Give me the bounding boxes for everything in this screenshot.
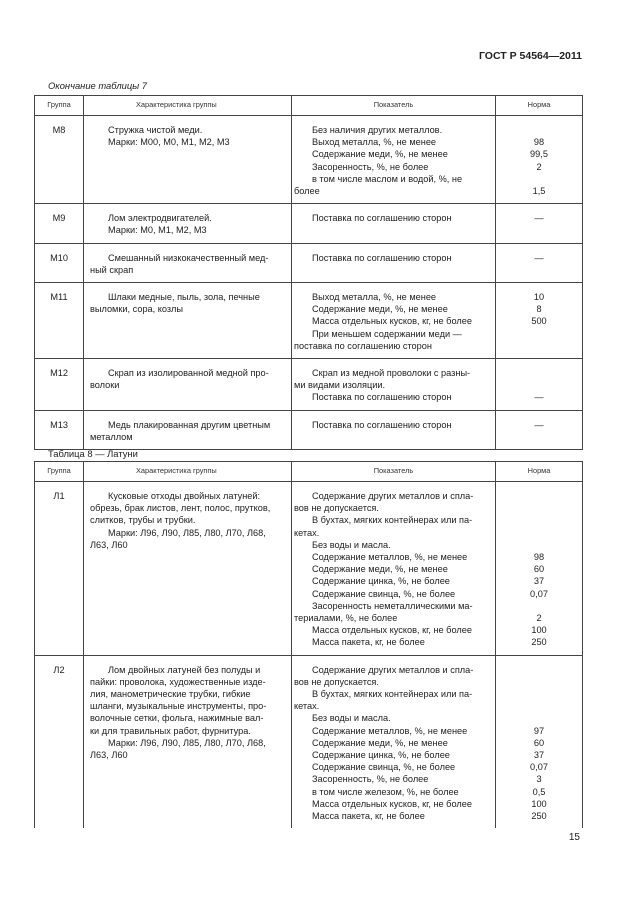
characteristic-line: Смешанный низкокачественный мед- — [108, 252, 269, 263]
group-characteristic — [84, 410, 292, 449]
norm-value — [496, 600, 582, 612]
characteristic-line: ки для травильных работ, фурнитура. — [90, 725, 251, 736]
norm-values — [496, 655, 583, 828]
indicator-line: Содержание меди, %, не менее — [312, 564, 448, 575]
indicator-line: Выход металла, %, не менее — [312, 137, 437, 148]
table8-header-row — [35, 462, 583, 482]
indicator-line: Содержание меди, %, не менее — [312, 149, 448, 160]
indicator-line: Поставка по соглашению сторон — [312, 419, 452, 430]
col-header-group: Группа — [35, 462, 84, 482]
norm-value: 99,5 — [530, 149, 548, 160]
indicator-line: Без воды и масла. — [312, 539, 391, 550]
characteristic-line: обрезь, брак листов, лент, полос, прутков, — [90, 503, 271, 514]
norm-value — [496, 527, 582, 539]
norm-value: — — [534, 392, 544, 403]
indicator-line: в том числе железом, %, не более — [312, 786, 459, 797]
indicator-line: вов не допускается. — [294, 676, 379, 687]
norm-values — [496, 204, 583, 243]
norm-values — [496, 359, 583, 411]
norm-values — [496, 283, 583, 359]
indicator-line: Поставка по соглашению сторон — [312, 213, 452, 224]
norm-value: — — [534, 252, 544, 263]
indicator-line: Содержание металлов, %, не менее — [312, 552, 468, 563]
characteristic-line: Марки: М0, М1, М2, М3 — [108, 225, 207, 236]
indicator-line: При меньшем содержании меди — — [312, 328, 462, 339]
indicator-line: Поставка по соглашению сторон — [312, 252, 452, 263]
indicator-line: Масса отдельных кусков, кг, не более — [312, 316, 472, 327]
group-code: Л2 — [35, 655, 84, 828]
page-number: 15 — [568, 832, 580, 843]
norm-value: 500 — [531, 316, 547, 327]
characteristic-line: Скрап из изолированной медной про- — [108, 368, 269, 379]
group-characteristic — [84, 204, 292, 243]
indicator-line: Засоренность, %, не более — [312, 774, 429, 785]
indicator-line: Без воды и масла. — [312, 713, 391, 724]
table-7 — [34, 95, 583, 450]
characteristic-line: волоки — [90, 380, 120, 391]
table-row — [35, 482, 583, 656]
table-8 — [34, 461, 583, 828]
indicator-line: Содержание свинца, %, не более — [312, 762, 456, 773]
norm-value: — — [534, 213, 544, 224]
indicator-line: Содержание других металлов и спла- — [312, 491, 474, 501]
characteristic-line: Л63, Л60 — [90, 750, 128, 761]
characteristic-line: слитков, трубы и трубки. — [90, 515, 196, 526]
characteristic-line: Марки: М00, М0, М1, М2, М3 — [108, 137, 230, 148]
characteristic-line: лия, манометрические трубки, гибкие — [90, 689, 251, 700]
norm-value — [496, 490, 582, 502]
norm-values — [496, 243, 583, 282]
norm-value — [496, 664, 582, 676]
norm-value: 2 — [536, 612, 542, 623]
indicator-line: Содержание металлов, %, не менее — [312, 725, 468, 736]
group-code: М10 — [35, 243, 84, 282]
norm-value — [496, 539, 582, 551]
norm-value: 97 — [533, 725, 545, 736]
indicator-line: поставка по соглашению сторон — [294, 340, 432, 351]
characteristic-line: Шлаки медные, пыль, зола, печные — [108, 292, 260, 303]
table-row — [35, 283, 583, 359]
indicator-list — [292, 116, 496, 204]
norm-value — [496, 173, 582, 185]
group-characteristic — [84, 116, 292, 204]
indicator-line: Без наличия других металлов. — [312, 125, 443, 135]
indicator-list — [292, 204, 496, 243]
col-header-norm: Норма — [496, 462, 583, 482]
norm-value: 60 — [533, 564, 545, 575]
norm-value — [496, 688, 582, 700]
table-row — [35, 655, 583, 828]
norm-value — [496, 367, 582, 379]
norm-value: 0,07 — [530, 588, 548, 599]
table-row — [35, 204, 583, 243]
norm-values — [496, 482, 583, 656]
norm-value: 2 — [536, 161, 542, 172]
indicator-line: Выход металла, %, не менее — [312, 292, 437, 303]
indicator-line: Масса пакета, кг, не более — [312, 637, 425, 648]
group-code: М13 — [35, 410, 84, 449]
characteristic-line: выломки, сора, козлы — [90, 304, 183, 315]
indicator-list — [292, 243, 496, 282]
characteristic-line: пайки: проволока, художественные изде- — [90, 676, 266, 687]
group-code: М8 — [35, 116, 84, 204]
norm-value — [496, 328, 582, 340]
table7-header-row — [35, 96, 583, 116]
indicator-line: В бухтах, мягких контейнерах или па- — [312, 689, 473, 700]
table8-caption: Таблица 8 — Латуни — [48, 448, 138, 459]
norm-value: 250 — [531, 637, 547, 648]
indicator-line: в том числе маслом и водой, %, не — [312, 173, 463, 184]
indicator-line: Засоренность, %, не более — [312, 161, 429, 172]
group-characteristic — [84, 655, 292, 828]
indicator-list — [292, 410, 496, 449]
indicator-line: Поставка по соглашению сторон — [312, 392, 452, 403]
group-characteristic — [84, 482, 292, 656]
characteristic-line: Кусковые отходы двойных латуней: — [108, 491, 261, 501]
indicator-line: Содержание меди, %, не менее — [312, 304, 448, 315]
indicator-line: более — [294, 186, 320, 197]
characteristic-line: ный скрап — [90, 264, 134, 275]
col-header-norm: Норма — [496, 96, 583, 116]
table-row — [35, 359, 583, 411]
norm-value — [496, 514, 582, 526]
col-header-characteristic: Характеристика группы — [84, 96, 292, 116]
norm-value: 0,5 — [532, 786, 546, 797]
group-code: Л1 — [35, 482, 84, 656]
group-code: М9 — [35, 204, 84, 243]
characteristic-line: Стружка чистой меди. — [108, 125, 203, 135]
indicator-line: Содержание других металлов и спла- — [312, 664, 474, 675]
indicator-line: Засоренность неметаллическими ма- — [312, 600, 473, 611]
table-row — [35, 243, 583, 282]
col-header-indicator: Показатель — [292, 96, 496, 116]
indicator-line: териалами, %, не более — [294, 613, 398, 624]
group-code: М12 — [35, 359, 84, 411]
norm-value: 100 — [531, 625, 547, 636]
indicator-list — [292, 283, 496, 359]
indicator-line: В бухтах, мягких контейнерах или па- — [312, 515, 473, 526]
norm-value: 60 — [533, 737, 545, 748]
norm-value: 3 — [536, 774, 542, 785]
indicator-line: Масса пакета, кг, не более — [312, 811, 425, 822]
characteristic-line: Медь плакированная другим цветным — [108, 419, 271, 430]
indicator-line: Содержание цинка, %, не более — [312, 576, 450, 587]
group-characteristic — [84, 359, 292, 411]
norm-value: 37 — [533, 749, 545, 760]
group-characteristic — [84, 283, 292, 359]
group-code: М11 — [35, 283, 84, 359]
indicator-list — [292, 359, 496, 411]
table7-caption: Окончание таблицы 7 — [48, 80, 147, 91]
norm-value: 0,07 — [530, 762, 548, 773]
characteristic-line: металлом — [90, 431, 133, 442]
indicator-line: вов не допускается. — [294, 503, 379, 514]
characteristic-line: шланги, музыкальные инструменты, про- — [90, 701, 267, 712]
indicator-line: Содержание свинца, %, не более — [312, 588, 456, 599]
norm-value: 37 — [533, 576, 545, 587]
table-row — [35, 116, 583, 204]
norm-value: 1,5 — [532, 185, 546, 196]
indicator-list — [292, 482, 496, 656]
indicator-line: Скрап из медной проволоки с разны- — [312, 368, 471, 379]
indicator-line: Содержание меди, %, не менее — [312, 737, 448, 748]
group-characteristic — [84, 243, 292, 282]
characteristic-line: волочные сетки, фольга, нажимные вал- — [90, 713, 264, 724]
indicator-line: кетах. — [294, 701, 320, 712]
norm-value: 8 — [536, 304, 542, 315]
characteristic-line: Лом двойных латуней без полуды и — [108, 664, 261, 675]
norm-value: 100 — [531, 798, 547, 809]
norm-value — [496, 379, 582, 391]
norm-values — [496, 410, 583, 449]
col-header-indicator: Показатель — [292, 462, 496, 482]
indicator-list — [292, 655, 496, 828]
characteristic-line: Лом электродвигателей. — [108, 213, 212, 224]
characteristic-line: Марки: Л96, Л90, Л85, Л80, Л70, Л68, — [108, 737, 266, 748]
norm-value: 10 — [533, 292, 545, 303]
norm-value — [496, 676, 582, 688]
norm-value: 98 — [533, 551, 545, 562]
norm-value — [496, 700, 582, 712]
norm-value — [496, 124, 582, 136]
indicator-line: Масса отдельных кусков, кг, не более — [312, 625, 472, 636]
col-header-group: Группа — [35, 96, 84, 116]
indicator-line: Масса отдельных кусков, кг, не более — [312, 798, 472, 809]
table-row — [35, 410, 583, 449]
norm-value — [496, 712, 582, 724]
col-header-characteristic: Характеристика группы — [84, 462, 292, 482]
norm-value: 98 — [533, 137, 545, 148]
norm-value — [496, 340, 582, 352]
norm-values — [496, 116, 583, 204]
indicator-line: Содержание цинка, %, не более — [312, 750, 450, 761]
norm-value: — — [534, 419, 544, 430]
norm-value: 250 — [531, 811, 547, 821]
document-code: ГОСТ Р 54564—2011 — [478, 50, 582, 62]
indicator-line: кетах. — [294, 527, 320, 538]
indicator-line: ми видами изоляции. — [294, 380, 386, 391]
characteristic-line: Л63, Л60 — [90, 539, 128, 550]
characteristic-line: Марки: Л96, Л90, Л85, Л80, Л70, Л68, — [108, 527, 266, 538]
norm-value — [496, 502, 582, 514]
